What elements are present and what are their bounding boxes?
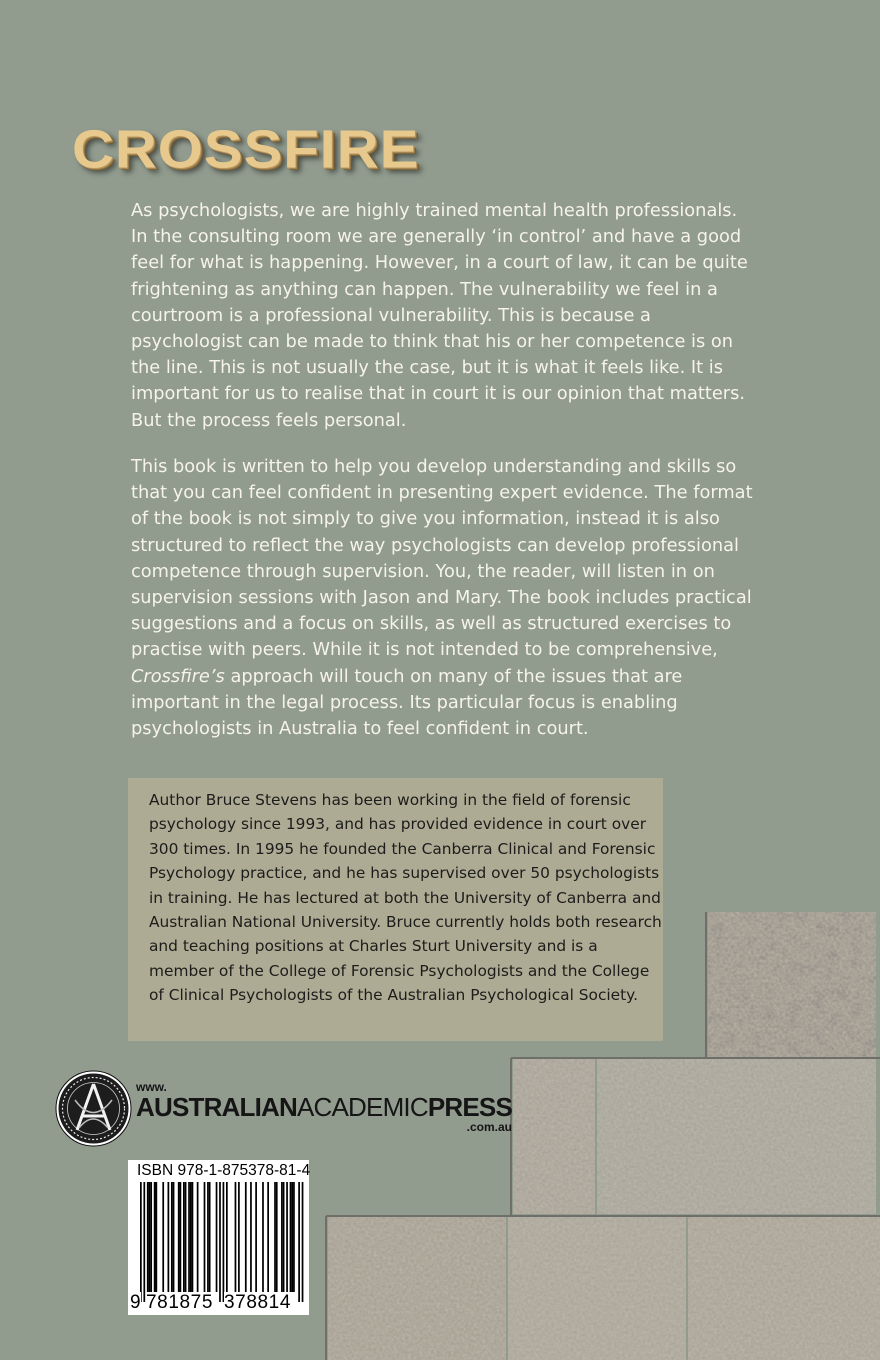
publisher-name-part-1: AUSTRALIAN bbox=[136, 1092, 297, 1122]
barcode-digits-left: 781875 bbox=[146, 1292, 214, 1313]
barcode-bar bbox=[276, 1182, 278, 1292]
barcode-bar bbox=[180, 1182, 182, 1292]
barcode-bar bbox=[216, 1182, 218, 1292]
blurb-title-italic: Crossfire’s bbox=[131, 665, 225, 687]
barcode-bar bbox=[183, 1182, 185, 1292]
barcode-bar bbox=[293, 1182, 295, 1292]
blurb-paragraph-2 bbox=[131, 454, 756, 742]
barcode-bar bbox=[162, 1182, 164, 1292]
barcode-bar bbox=[140, 1182, 142, 1302]
barcode-bar bbox=[283, 1182, 285, 1292]
publisher-logo bbox=[136, 1080, 512, 1134]
publisher-domain: .com.au bbox=[466, 1120, 512, 1134]
barcode-bar bbox=[290, 1182, 292, 1292]
barcode-bar bbox=[219, 1182, 221, 1302]
barcode-bar bbox=[197, 1182, 199, 1292]
publisher-name-part-3: PRESS bbox=[427, 1092, 512, 1122]
publisher-name-part-2: ACADEMIC bbox=[297, 1092, 428, 1122]
publisher-www: www. bbox=[136, 1080, 167, 1094]
barcode-bar bbox=[185, 1182, 187, 1292]
barcode-digits bbox=[128, 1292, 309, 1312]
publisher-seal-icon bbox=[55, 1070, 132, 1147]
barcode-bar bbox=[302, 1182, 304, 1302]
barcode-bar bbox=[209, 1182, 211, 1292]
barcode-bar bbox=[192, 1182, 194, 1292]
barcode-bar bbox=[150, 1182, 152, 1292]
blurb-paragraph-1: As psychologists, we are highly trained mental health professionals. In the consulting room we are generally ‘in control’ and have a good feel for what is happening. However, in a court of law, it can be quite frightening as anything can happen. The vulnerability we feel in a courtroom is a professional vulnerability. This is because a psychologist can be made to think that his or her competence is on the line. This is not usually the case, but it is what it feels like. It is important for us to realise that in court it is our opinion that matters. But the process feels personal. bbox=[131, 200, 748, 431]
barcode-bar bbox=[226, 1182, 228, 1292]
barcode-bar bbox=[171, 1182, 173, 1292]
author-bio-text: Author Bruce Stevens has been working in the field of forensic psychology since 1993, and has provided evidence in court over 300 times. In 1995 he founded the Canberra Clinical and Forensic Psychology practice, and he has supervised over 50 psychologists in training. He has lectured at both the University of Canberra and Australian National University. Bruce currently holds both research and teaching positions at Charles Sturt University and is a member of the College of Forensic Psychologists and the College of Clinical Psychologists of the Australian Psychological Society. bbox=[149, 791, 662, 1005]
barcode-bar bbox=[178, 1182, 180, 1292]
barcode-bar bbox=[188, 1182, 190, 1292]
barcode-bar bbox=[281, 1182, 283, 1292]
barcode-bar bbox=[149, 1182, 151, 1292]
blurb-paragraph-2-text-b: approach will touch on many of the issues that are important in the legal process. Its particular focus is enabling psychologists in Australia to feel confident in court. bbox=[131, 665, 683, 740]
barcode-digit-first: 9 bbox=[130, 1292, 141, 1313]
barcode-bar bbox=[190, 1182, 192, 1292]
author-bio-box bbox=[128, 778, 663, 1041]
barcode-bar bbox=[250, 1182, 252, 1292]
barcode-bar bbox=[143, 1182, 145, 1302]
book-title: CROSSFIRE bbox=[72, 119, 420, 180]
barcode-bar bbox=[267, 1182, 269, 1292]
barcode-bar bbox=[204, 1182, 206, 1292]
barcode-bar bbox=[154, 1182, 156, 1292]
barcode-bar bbox=[223, 1182, 225, 1302]
barcode-bar bbox=[235, 1182, 237, 1292]
barcode-bar bbox=[245, 1182, 247, 1292]
barcode-bar bbox=[274, 1182, 276, 1292]
barcode-bar bbox=[262, 1182, 264, 1292]
barcode-bar bbox=[147, 1182, 149, 1292]
barcode-bar bbox=[168, 1182, 170, 1292]
barcode-bar bbox=[207, 1182, 209, 1292]
barcode-bar bbox=[291, 1182, 293, 1292]
barcode-bar bbox=[173, 1182, 175, 1292]
blurb-paragraph-2-text-a: This book is written to help you develop understanding and skills so that you can feel confident in presenting expert evidence. The format of the book is not simply to give you information, instead it is also structured to reflect the way psychologists can develop professional competence through supervision. You, the reader, will listen in on supervision sessions with Jason and Mary. The book includes practical suggestions and a focus on skills, as well as structured exercises to practise with peers. While it is not intended to be comprehensive, bbox=[131, 456, 753, 661]
barcode-bar bbox=[155, 1182, 157, 1292]
isbn-label: ISBN 978-1-875378-81-4 bbox=[137, 1162, 311, 1179]
publisher-name bbox=[136, 1094, 512, 1120]
barcode-digits-right: 378814 bbox=[224, 1292, 292, 1313]
barcode-bars bbox=[128, 1182, 309, 1307]
barcode-bar bbox=[286, 1182, 288, 1292]
barcode-bar bbox=[298, 1182, 300, 1302]
barcode-bar bbox=[255, 1182, 257, 1292]
barcode-bar bbox=[238, 1182, 240, 1292]
isbn-barcode bbox=[128, 1160, 309, 1315]
